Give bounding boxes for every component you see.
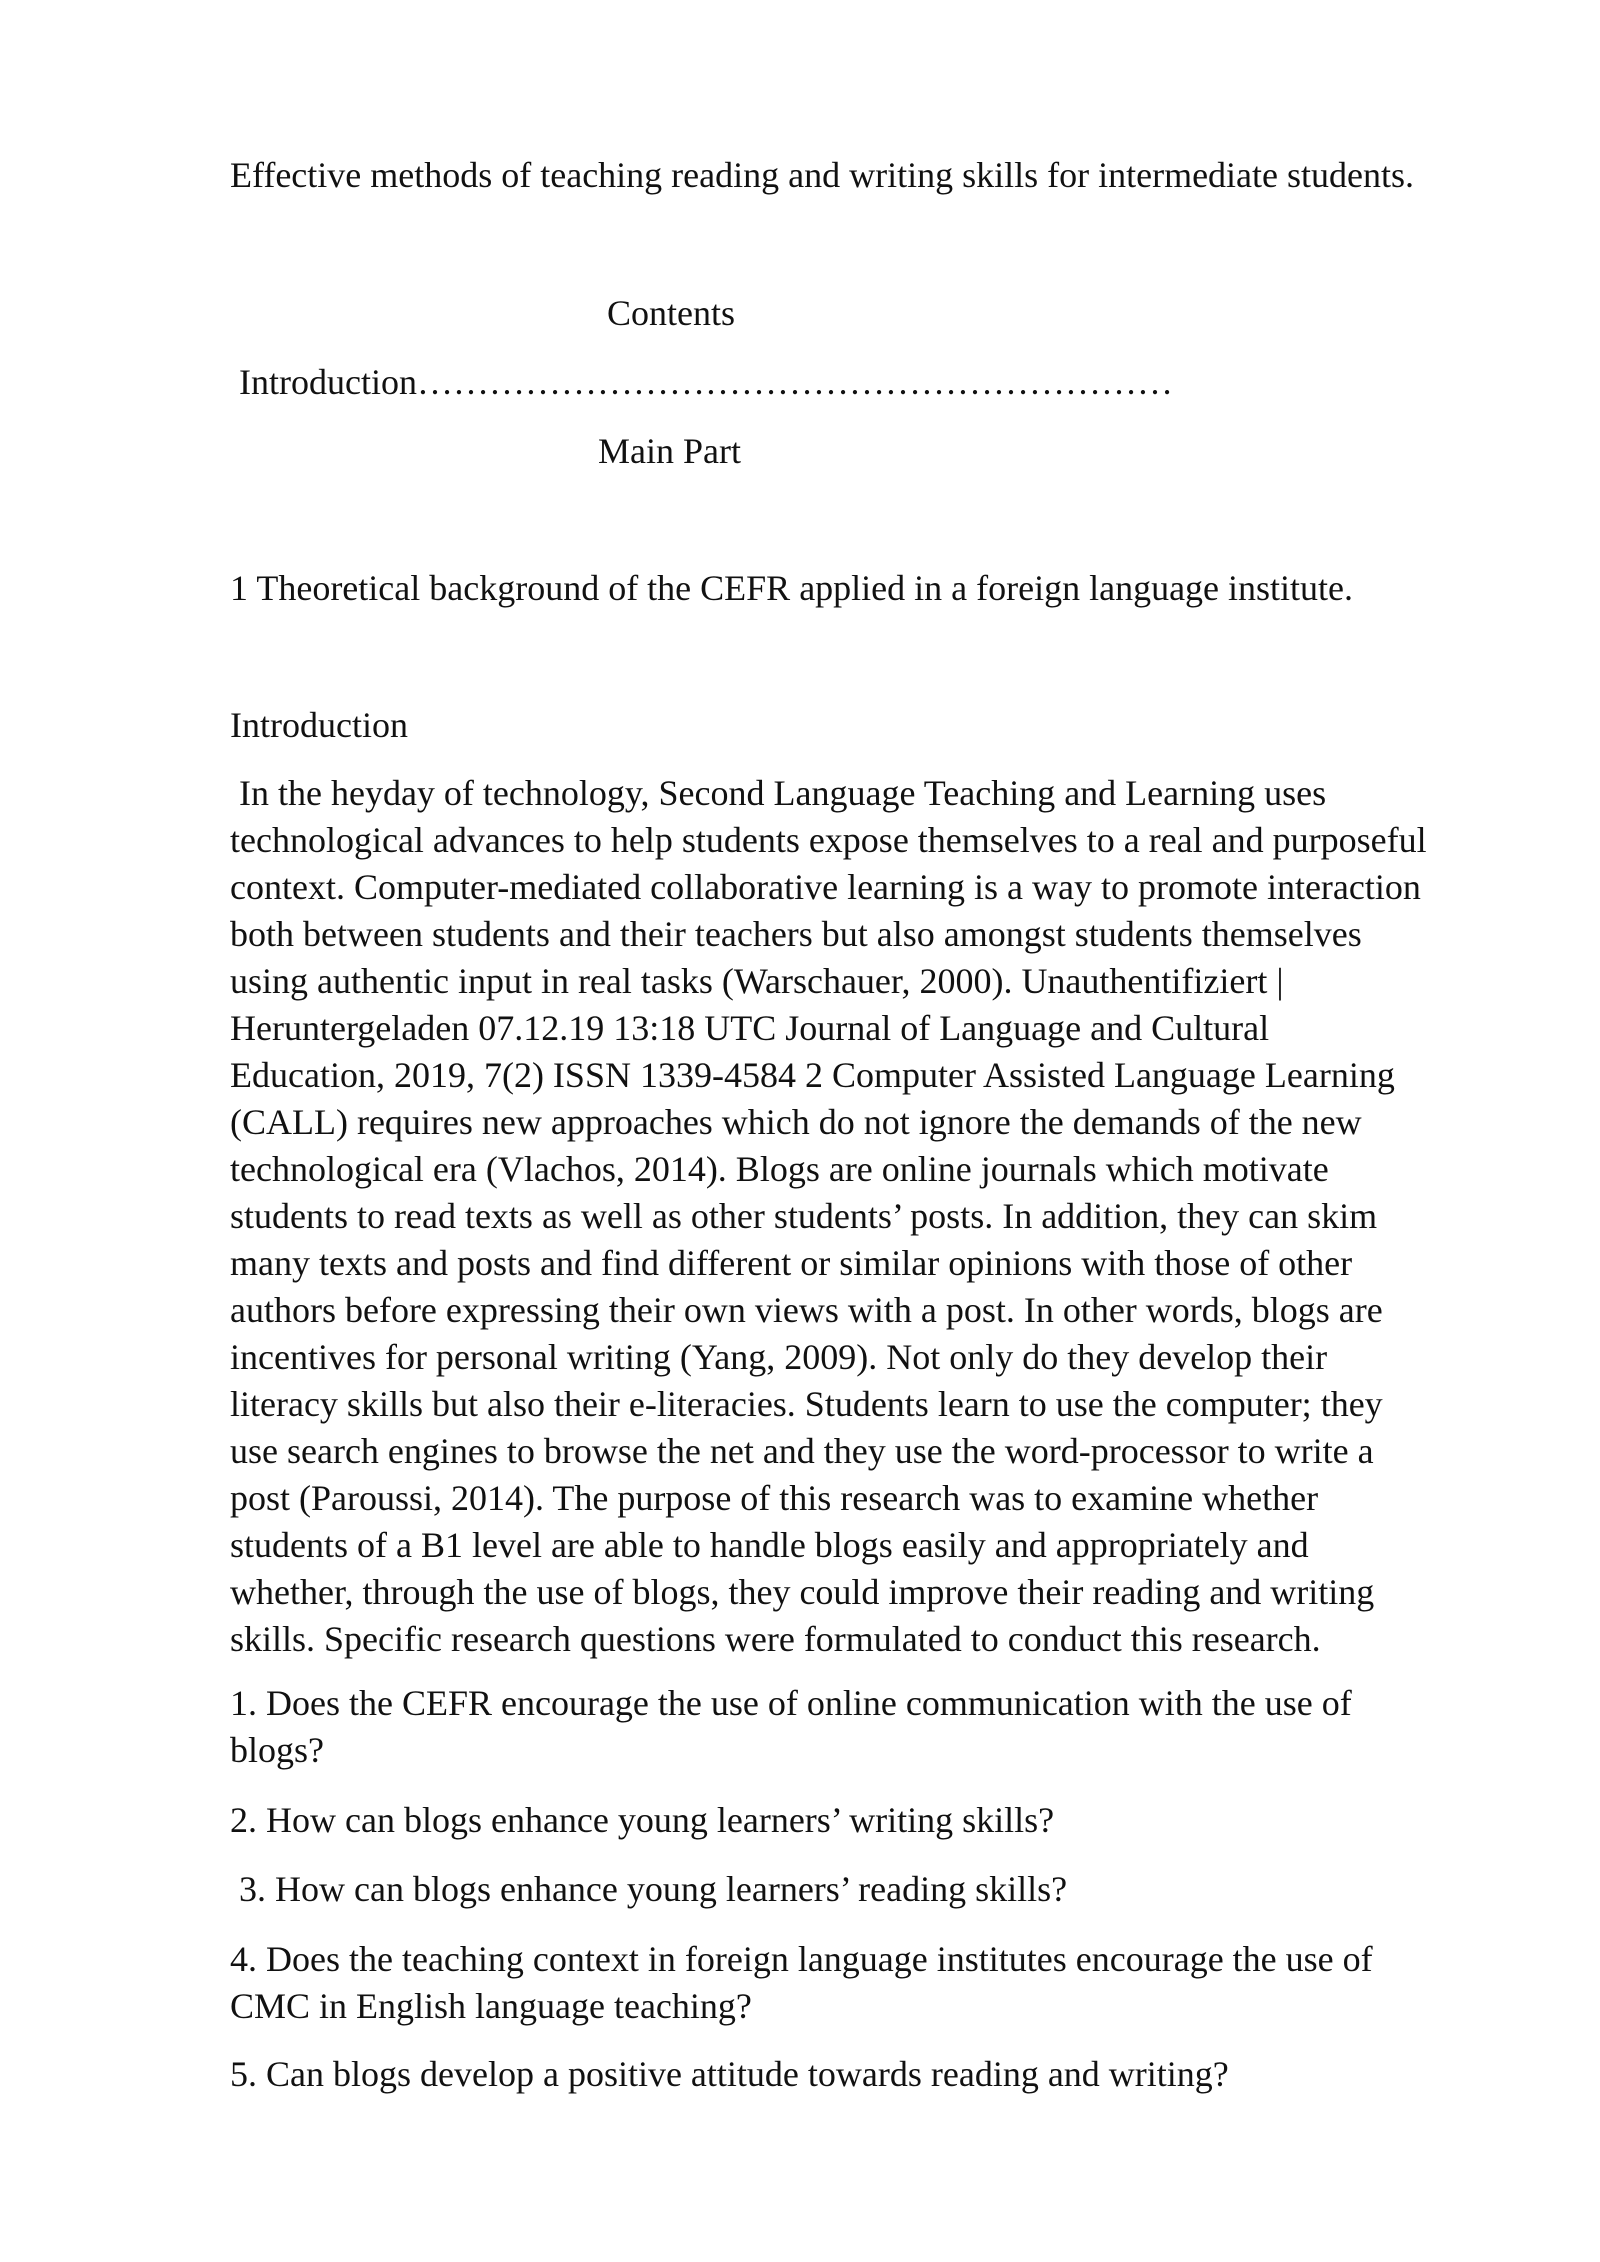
introduction-heading: Introduction [230, 705, 408, 745]
contents-heading: Contents [607, 293, 736, 333]
paragraph-line: skills. Specific research questions were formulated to conduct this research. [230, 1619, 1321, 1659]
section-1-title: 1 Theoretical background of the CEFR applied in a foreign language institute. [230, 568, 1354, 608]
toc-entry-introduction: Introduction……………………………………………………… [239, 362, 1173, 402]
document-title: Effective methods of teaching reading and writing skills for intermediate students. [230, 155, 1415, 195]
paragraph-line: technological advances to help students expose themselves to a real and purposeful [230, 820, 1427, 860]
question-line: blogs? [230, 1730, 324, 1770]
paragraph-line: context. Computer-mediated collaborative learning is a way to promote interaction [230, 867, 1421, 907]
paragraph-line: incentives for personal writing (Yang, 2009). Not only do they develop their [230, 1337, 1328, 1377]
question-line: 3. How can blogs enhance young learners’ reading skills? [230, 1869, 1068, 1909]
paragraph-line: authors before expressing their own views with a post. In other words, blogs are [230, 1290, 1383, 1330]
research-question-5 [230, 2051, 1530, 2098]
research-question-2 [230, 1797, 1530, 1844]
paragraph-line: both between students and their teachers but also amongst students themselves [230, 914, 1362, 954]
paragraph-line: In the heyday of technology, Second Language Teaching and Learning uses [230, 773, 1327, 813]
question-line: 2. How can blogs enhance young learners’ writing skills? [230, 1800, 1055, 1840]
toc-entry-main-part: Main Part [598, 431, 741, 471]
paragraph-line: using authentic input in real tasks (Warschauer, 2000). Unauthentifiziert | [230, 961, 1284, 1001]
paragraph-line: post (Paroussi, 2014). The purpose of this research was to examine whether [230, 1478, 1319, 1518]
research-question-3 [230, 1866, 1530, 1913]
paragraph-line: Education, 2019, 7(2) ISSN 1339-4584 2 Computer Assisted Language Learning [230, 1055, 1395, 1095]
paragraph-line: students to read texts as well as other students’ posts. In addition, they can skim [230, 1196, 1378, 1236]
introduction-paragraph [230, 770, 1530, 1663]
paragraph-line: students of a B1 level are able to handle blogs easily and appropriately and [230, 1525, 1309, 1565]
question-line: CMC in English language teaching? [230, 1986, 752, 2026]
paragraph-line: technological era (Vlachos, 2014). Blogs are online journals which motivate [230, 1149, 1329, 1189]
paragraph-line: (CALL) requires new approaches which do not ignore the demands of the new [230, 1102, 1362, 1142]
question-line: 5. Can blogs develop a positive attitude towards reading and writing? [230, 2054, 1229, 2094]
paragraph-line: literacy skills but also their e-literacies. Students learn to use the computer; they [230, 1384, 1383, 1424]
research-question-4 [230, 1936, 1530, 2030]
paragraph-line: use search engines to browse the net and they use the word-processor to write a [230, 1431, 1374, 1471]
question-line: 4. Does the teaching context in foreign language institutes encourage the use of [230, 1939, 1373, 1979]
paragraph-line: many texts and posts and find different or similar opinions with those of other [230, 1243, 1353, 1283]
question-line: 1. Does the CEFR encourage the use of online communication with the use of [230, 1683, 1352, 1723]
research-question-1 [230, 1680, 1530, 1774]
paragraph-line: Heruntergeladen 07.12.19 13:18 UTC Journal of Language and Cultural [230, 1008, 1270, 1048]
paragraph-line: whether, through the use of blogs, they could improve their reading and writing [230, 1572, 1375, 1612]
